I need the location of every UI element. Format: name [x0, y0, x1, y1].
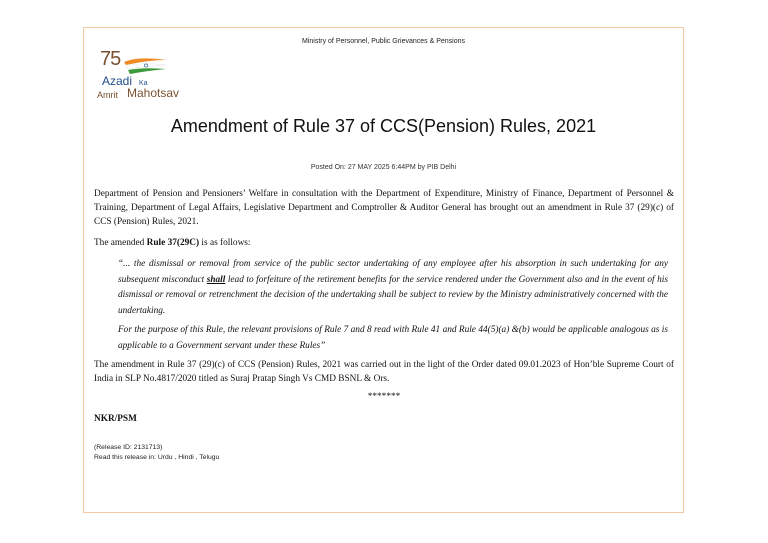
logo-amrit: Amrit: [97, 90, 118, 100]
logo-azadi: Azadi: [102, 74, 133, 88]
quote-paragraph-1: [118, 257, 668, 319]
article-body: [94, 187, 674, 463]
ministry-name: Ministry of Personnel, Public Grievances & Pensions: [301, 38, 466, 45]
paragraph-amended-intro: [94, 236, 674, 250]
paragraph-intro: Department of Pension and Pensioners’ Welfare in consultation with the Department of Expenditure, Ministry of Finance, Department of Personnel & Training, Department of Legal Affairs, Legislative Department and Comptroller & Auditor General has brought out an amendment in Rule 37 (29)(c) of CCS (Pension) Rules, 2021.: [94, 189, 674, 227]
release-id: (Release ID: 2131713): [94, 444, 163, 451]
rule-quote: [94, 257, 674, 354]
read-in-languages: Read this release in: Urdu , Hindi , Telugu: [94, 454, 220, 461]
logo-75: 75: [100, 48, 121, 70]
logo-mahotsav: Mahotsav: [127, 86, 180, 100]
paragraph-order: The amendment in Rule 37 (29)(c) of CCS (Pension) Rules, 2021 was carried out in the light of the Order dated 09.01.2023 of Hon’ble Supreme Court of India in SLP No.4817/2020 titled as Suraj Pratap Singh Vs CMD BSNL & Ors.: [94, 360, 674, 384]
flag-swoosh-icon: [122, 56, 168, 76]
separator-stars: *******: [367, 392, 401, 402]
press-release-frame: [83, 27, 684, 513]
amended-rule: Rule 37(29C): [146, 238, 200, 248]
amended-intro-pre: The amended: [94, 238, 147, 248]
amended-intro-post: is as follows:: [199, 238, 251, 248]
release-info: [94, 443, 674, 463]
posted-on: Posted On: 27 MAY 2025 6:44PM by PIB Delhi: [310, 164, 457, 171]
page-title: Amendment of Rule 37 of CCS(Pension) Rules, 2021: [170, 116, 597, 136]
quote1-pre: “... the dismissal or removal from service of the public sector undertaking of any employee after his absorption in such undertaking for any subsequent misconduct: [118, 259, 668, 285]
logo-ka: Ka: [139, 80, 148, 87]
azadi-ka-amrit-mahotsav-logo: [96, 46, 191, 102]
quote-paragraph-2: For the purpose of this Rule, the relevant provisions of Rule 7 and 8 read with Rule 41 and Rule 44(5)(a) &(b) would be applicable analogous as is applicable to a Government servant under these Rules”: [118, 325, 668, 351]
quote1-post: lead to forfeiture of the retirement benefits for the service rendered under the Government also and in the event of his dismissal or removal or retrenchment the decision of the undertaking shall be subject to review by the Ministry administratively concerned with the undertaking.: [118, 274, 668, 316]
signature: NKR/PSM: [94, 414, 137, 424]
quote1-shall: shall: [206, 274, 226, 285]
